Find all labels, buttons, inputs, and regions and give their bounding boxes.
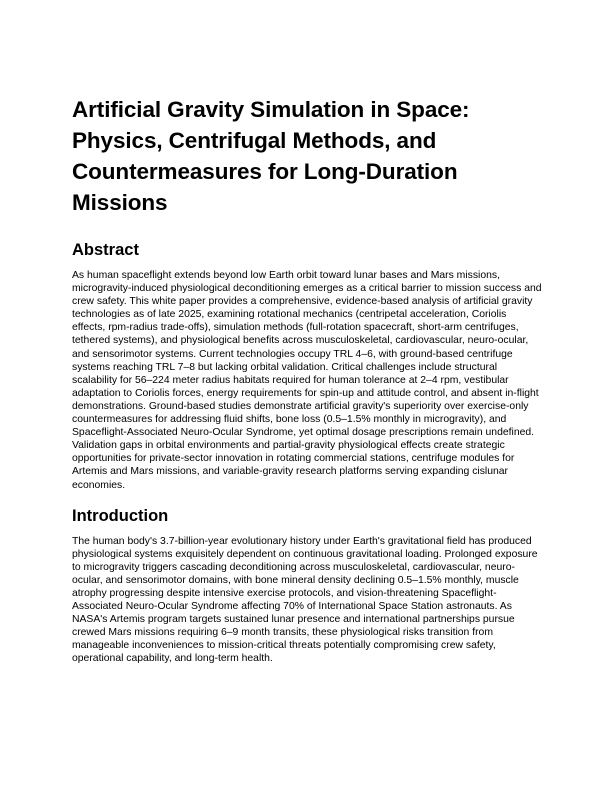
document-title: Artificial Gravity Simulation in Space: Physics, Centrifugal Methods, and Countermeasures for Long-Duration Missions [72,97,470,215]
abstract-paragraph: As human spaceflight extends beyond low Earth orbit toward lunar bases and Mars missions, microgravity-induced physiological deconditioning emerges as a critical barrier to mission success and crew safety. This white paper provides a comprehensive, evidence-based analysis of artificial gravity technologies as of late 2025, examining rotational mechanics (centripetal acceleration, Coriolis effects, rpm-radius trade-offs), simulation methods (full-rotation spacecraft, short-arm centrifuges, tethered systems), and physiological benefits across musculoskeletal, cardiovascular, neuro-ocular, and sensorimotor systems. Current technologies occupy TRL 4–6, with ground-based centrifuge systems reaching TRL 7–8 but lacking orbital validation. Critical challenges include structural scalability for 56–224 meter radius habitats required for human tolerance at 2–4 rpm, vestibular adaptation to Coriolis forces, energy requirements for spin-up and attitude control, and absent in-flight demonstrations. Ground-based studies demonstrate artificial gravity's superiority over exercise-only countermeasures for addressing fluid shifts, bone loss (0.5–1.5% monthly in microgravity), and Spaceflight-Associated Neuro-Ocular Syndrome, yet optimal dosage prescriptions remain undefined. Validation gaps in orbital environments and partial-gravity physiological effects create strategic opportunities for private-sector innovation in rotating commercial stations, centrifuge modules for Artemis and Mars missions, and variable-gravity research platforms serving expanding cislunar economies. [72,270,542,491]
abstract-heading: Abstract [72,241,139,259]
document-page [72,94,542,666]
introduction-paragraph: The human body's 3.7-billion-year evolutionary history under Earth's gravitational field has produced physiological systems exquisitely dependent on continuous gravitational loading. Prolonged exposure to microgravity triggers cascading deconditioning across musculoskeletal, cardiovascular, neuro-ocular, and sensorimotor domains, with bone mineral density declining 0.5–1.5% monthly, muscle atrophy progressing despite intensive exercise protocols, and vision-threatening Spaceflight-Associated Neuro-Ocular Syndrome affecting 70% of International Space Station astronauts. As NASA's Artemis program targets sustained lunar presence and international partnerships pursue crewed Mars missions requiring 6–9 month transits, these physiological risks transition from manageable inconveniences to mission-critical threats potentially compromising crew safety, operational capability, and long-term health. [72,535,538,665]
introduction-heading: Introduction [72,506,169,525]
